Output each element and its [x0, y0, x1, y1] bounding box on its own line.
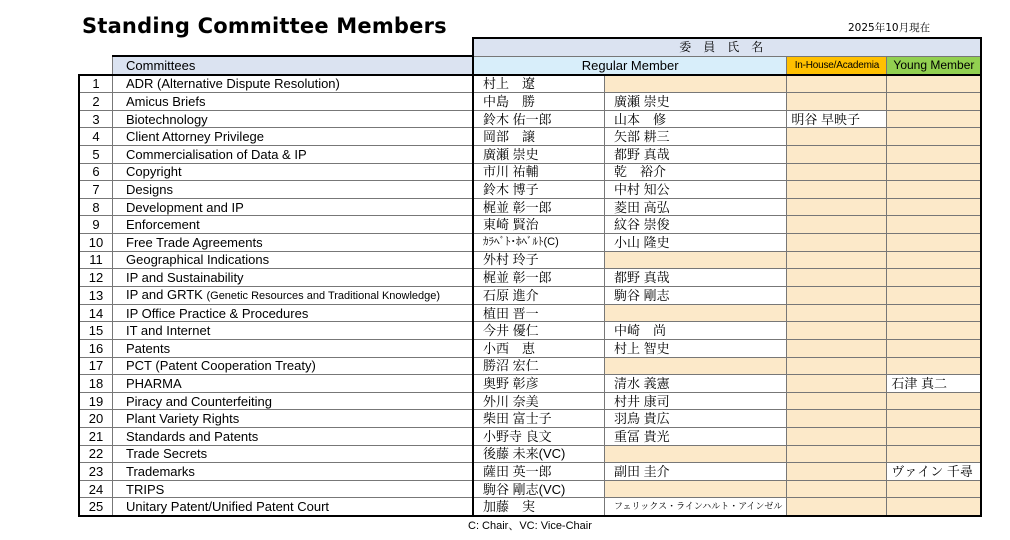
inhouse-member	[787, 234, 887, 252]
young-member	[887, 480, 982, 498]
committee-label: IP and Sustainability	[126, 270, 244, 286]
regular-member-1: 外村 玲子	[473, 251, 605, 269]
inhouse-member	[787, 357, 887, 375]
committee-label: Geographical Indications	[126, 252, 270, 268]
committee-name	[113, 375, 474, 393]
committee-name	[113, 198, 474, 216]
regular-member-2: 都野 真哉	[605, 269, 787, 287]
row-number: 20	[79, 410, 113, 428]
row-number: 1	[79, 75, 113, 93]
regular-member-1: 石原 進介	[473, 286, 605, 304]
committee-label: Amicus Briefs	[126, 94, 206, 110]
young-member: 石津 真二	[887, 375, 982, 393]
table-row	[79, 198, 981, 216]
committee-label: Standards and Patents	[126, 428, 259, 444]
young-member	[887, 93, 982, 111]
committee-name	[113, 427, 474, 445]
regular-member-1: 柴田 富士子	[473, 410, 605, 428]
committee-name	[113, 392, 474, 410]
regular-member-1: 薩田 英一郎	[473, 463, 605, 481]
regular-member-2: 都野 真哉	[605, 146, 787, 164]
row-number: 14	[79, 304, 113, 322]
table-row	[79, 93, 981, 111]
regular-member-1: 村上 遼	[473, 75, 605, 93]
row-number: 9	[79, 216, 113, 234]
as-of-date: 2025年10月現在	[848, 22, 931, 34]
row-number: 23	[79, 463, 113, 481]
regular-member-2	[605, 304, 787, 322]
table-row	[79, 75, 981, 93]
committee-name	[113, 286, 474, 304]
table-row	[79, 181, 981, 199]
row-number: 3	[79, 110, 113, 128]
table-row	[79, 128, 981, 146]
row-number: 5	[79, 146, 113, 164]
regular-member-1: 小西 恵	[473, 340, 605, 358]
committee-label: IP and GRTK	[126, 286, 203, 302]
committee-label: Patents	[126, 340, 171, 356]
table-row	[79, 251, 981, 269]
row-number: 12	[79, 269, 113, 287]
young-member	[887, 163, 982, 181]
inhouse-member	[787, 375, 887, 393]
table-row	[79, 392, 981, 410]
committee-label: TRIPS	[126, 481, 165, 497]
row-number: 7	[79, 181, 113, 199]
regular-member-2: 重冨 貴光	[605, 427, 787, 445]
row-number: 16	[79, 340, 113, 358]
committee-name	[113, 146, 474, 164]
regular-member-1: 梶並 彰一郎	[473, 269, 605, 287]
names-header: 委員氏名	[473, 38, 981, 56]
committee-label: Unitary Patent/Unified Patent Court	[126, 499, 330, 515]
table-row	[79, 269, 981, 287]
regular-member-2	[605, 445, 787, 463]
table-row	[79, 498, 981, 516]
table-row	[79, 445, 981, 463]
regular-member-2	[605, 75, 787, 93]
inhouse-member	[787, 286, 887, 304]
regular-member-2: 村上 智史	[605, 340, 787, 358]
regular-member-1: 加藤 実	[473, 498, 605, 516]
young-member	[887, 128, 982, 146]
regular-member-1: 小野寺 良文	[473, 427, 605, 445]
row-number: 18	[79, 375, 113, 393]
row-number: 6	[79, 163, 113, 181]
young-member: ヴァイン 千尋	[887, 463, 982, 481]
regular-member-2: フェリックス・ラインハルト・アインゼル	[605, 498, 787, 516]
table-row	[79, 304, 981, 322]
regular-member-2: 矢部 耕三	[605, 128, 787, 146]
table-row	[79, 234, 981, 252]
row-number: 4	[79, 128, 113, 146]
young-member	[887, 110, 982, 128]
young-member	[887, 216, 982, 234]
committee-label: Commercialisation of Data & IP	[126, 146, 307, 162]
inhouse-member	[787, 410, 887, 428]
table-row	[79, 163, 981, 181]
committee-label: IP Office Practice & Procedures	[126, 305, 309, 321]
committee-label: ADR (Alternative Dispute Resolution)	[126, 76, 340, 92]
committee-label: Copyright	[126, 164, 182, 180]
table-row	[79, 410, 981, 428]
committee-name	[113, 445, 474, 463]
regular-member-2: 羽鳥 貴広	[605, 410, 787, 428]
page-title: Standing Committee Members	[82, 14, 447, 38]
regular-member-header: Regular Member	[473, 56, 787, 75]
inhouse-member	[787, 445, 887, 463]
committee-name	[113, 269, 474, 287]
committee-name	[113, 322, 474, 340]
row-number: 21	[79, 427, 113, 445]
committee-name	[113, 181, 474, 199]
young-member	[887, 498, 982, 516]
regular-member-1: 東崎 賢治	[473, 216, 605, 234]
row-number: 15	[79, 322, 113, 340]
table-row	[79, 375, 981, 393]
regular-member-1: 今井 優仁	[473, 322, 605, 340]
row-number: 25	[79, 498, 113, 516]
committee-label: Enforcement	[126, 217, 200, 233]
table-row	[79, 146, 981, 164]
committee-name	[113, 163, 474, 181]
young-member	[887, 286, 982, 304]
committee-name	[113, 498, 474, 516]
regular-member-1: 駒谷 剛志(VC)	[473, 480, 605, 498]
committee-name	[113, 93, 474, 111]
young-member	[887, 304, 982, 322]
table-row	[79, 480, 981, 498]
committee-name	[113, 357, 474, 375]
young-member	[887, 75, 982, 93]
committee-name	[113, 251, 474, 269]
footnote: C: Chair、VC: Vice-Chair	[468, 520, 592, 532]
young-member	[887, 269, 982, 287]
young-member	[887, 322, 982, 340]
committee-label: Client Attorney Privilege	[126, 129, 265, 145]
committee-label: Trademarks	[126, 463, 195, 479]
header-row-names	[79, 38, 981, 56]
regular-member-2: 山本 修	[605, 110, 787, 128]
committee-label: IT and Internet	[126, 323, 211, 339]
header-row-columns	[79, 56, 981, 75]
inhouse-member	[787, 269, 887, 287]
row-number: 11	[79, 251, 113, 269]
committee-name	[113, 75, 474, 93]
row-number: 2	[79, 93, 113, 111]
number-header	[79, 56, 113, 75]
young-member	[887, 251, 982, 269]
row-number: 8	[79, 198, 113, 216]
committee-name	[113, 110, 474, 128]
regular-member-1: 勝沼 宏仁	[473, 357, 605, 375]
regular-member-2: 廣瀬 崇史	[605, 93, 787, 111]
inhouse-member	[787, 480, 887, 498]
inhouse-member	[787, 463, 887, 481]
committee-label: Trade Secrets	[126, 446, 208, 462]
young-member	[887, 198, 982, 216]
regular-member-2: 村井 康司	[605, 392, 787, 410]
committee-label: Development and IP	[126, 199, 244, 215]
regular-member-2	[605, 357, 787, 375]
table-row	[79, 427, 981, 445]
regular-member-2: 駒谷 剛志	[605, 286, 787, 304]
row-number: 10	[79, 234, 113, 252]
committee-label: PCT (Patent Cooperation Treaty)	[126, 358, 316, 374]
regular-member-2: 菱田 高弘	[605, 198, 787, 216]
regular-member-1: 奥野 彰彦	[473, 375, 605, 393]
committee-label: Designs	[126, 182, 173, 198]
regular-member-1: 植田 晋一	[473, 304, 605, 322]
members-table	[78, 37, 982, 517]
regular-member-1: 外川 奈美	[473, 392, 605, 410]
committee-label: Free Trade Agreements	[126, 234, 263, 250]
regular-member-2: 中崎 尚	[605, 322, 787, 340]
young-member	[887, 181, 982, 199]
young-member	[887, 357, 982, 375]
committee-name	[113, 304, 474, 322]
committee-name	[113, 410, 474, 428]
committee-note: (Genetic Resources and Traditional Knowledge)	[206, 289, 441, 302]
regular-member-2: 副田 圭介	[605, 463, 787, 481]
regular-member-1: 廣瀬 崇史	[473, 146, 605, 164]
inhouse-member	[787, 216, 887, 234]
committee-name	[113, 480, 474, 498]
table-row	[79, 286, 981, 304]
regular-member-1: 鈴木 博子	[473, 181, 605, 199]
young-member	[887, 146, 982, 164]
regular-member-2	[605, 480, 787, 498]
committee-name	[113, 234, 474, 252]
table-row	[79, 322, 981, 340]
row-number: 22	[79, 445, 113, 463]
committee-label: Piracy and Counterfeiting	[126, 393, 272, 409]
committees-header: Committees	[113, 56, 474, 75]
young-member	[887, 234, 982, 252]
inhouse-member	[787, 304, 887, 322]
inhouse-member	[787, 163, 887, 181]
committee-name	[113, 463, 474, 481]
table-row	[79, 357, 981, 375]
inhouse-member	[787, 93, 887, 111]
regular-member-2: 紋谷 崇俊	[605, 216, 787, 234]
committee-label: Plant Variety Rights	[126, 411, 240, 427]
regular-member-1: 岡部 譲	[473, 128, 605, 146]
table-row	[79, 110, 981, 128]
committee-name	[113, 216, 474, 234]
inhouse-member	[787, 251, 887, 269]
regular-member-2: 乾 裕介	[605, 163, 787, 181]
inhouse-member	[787, 75, 887, 93]
inhouse-member	[787, 146, 887, 164]
row-number: 17	[79, 357, 113, 375]
table-row	[79, 340, 981, 358]
young-member	[887, 392, 982, 410]
regular-member-2: 清水 義憲	[605, 375, 787, 393]
committee-label: PHARMA	[126, 375, 182, 391]
table-row	[79, 463, 981, 481]
row-number: 19	[79, 392, 113, 410]
inhouse-member	[787, 128, 887, 146]
regular-member-1: ｶﾗﾍﾞﾄ･ﾎﾍﾞﾙﾄ(C)	[473, 234, 605, 252]
young-member	[887, 427, 982, 445]
row-number: 24	[79, 480, 113, 498]
committee-name	[113, 340, 474, 358]
inhouse-member: 明谷 早映子	[787, 110, 887, 128]
table-row	[79, 216, 981, 234]
inhouse-member	[787, 340, 887, 358]
regular-member-1: 鈴木 佑一郎	[473, 110, 605, 128]
inhouse-member	[787, 181, 887, 199]
inhouse-academia-header: In-House/Academia	[787, 56, 887, 75]
young-member-header: Young Member	[887, 56, 982, 75]
inhouse-member	[787, 392, 887, 410]
regular-member-2: 中村 知公	[605, 181, 787, 199]
row-number: 13	[79, 286, 113, 304]
young-member	[887, 410, 982, 428]
committee-name	[113, 128, 474, 146]
inhouse-member	[787, 322, 887, 340]
inhouse-member	[787, 198, 887, 216]
regular-member-1: 市川 祐輔	[473, 163, 605, 181]
young-member	[887, 340, 982, 358]
regular-member-2: 小山 隆史	[605, 234, 787, 252]
regular-member-1: 中島 勝	[473, 93, 605, 111]
inhouse-member	[787, 498, 887, 516]
regular-member-1: 梶並 彰一郎	[473, 198, 605, 216]
regular-member-1: 後藤 未来(VC)	[473, 445, 605, 463]
inhouse-member	[787, 427, 887, 445]
committee-label: Biotechnology	[126, 111, 208, 127]
young-member	[887, 445, 982, 463]
regular-member-2	[605, 251, 787, 269]
